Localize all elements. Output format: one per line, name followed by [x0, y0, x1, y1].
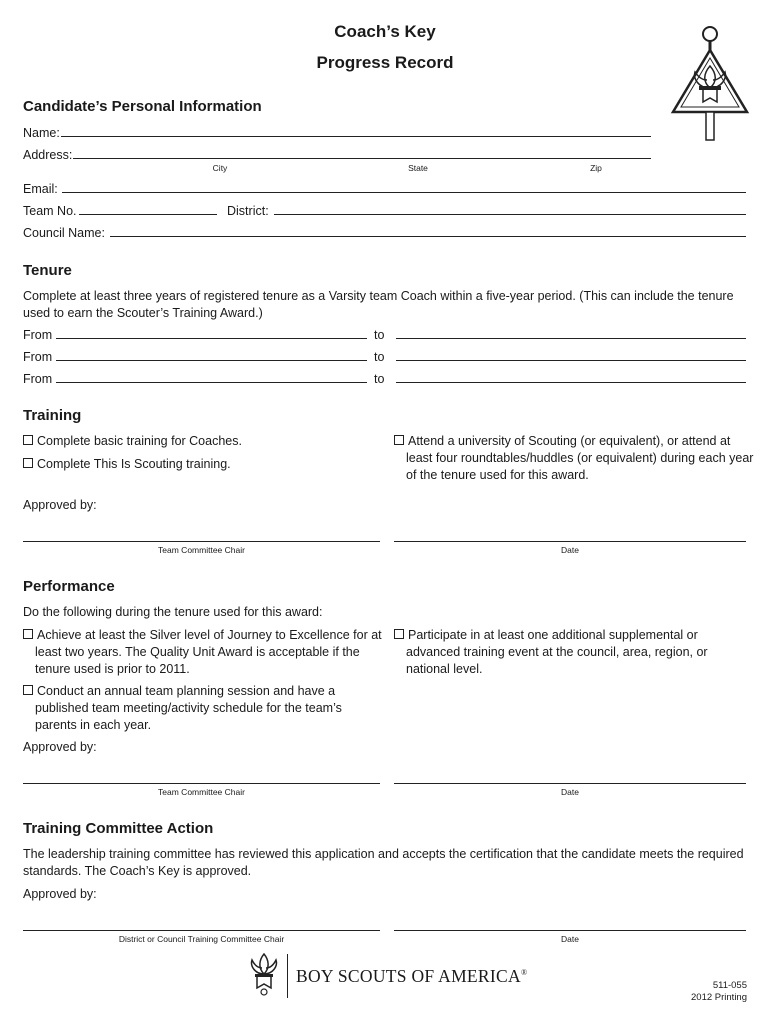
training-item[interactable]: Attend a university of Scouting (or equivalent), or attend at least four roundtables/huddles (or equivalent) during each year of the tenure used for this award. — [394, 433, 756, 484]
performance-item[interactable]: Achieve at least the Silver level of Journey to Excellence for at least two years. The Quality Unit Award is acceptable if the tenure used is prior to 2011. — [23, 627, 390, 678]
date-field[interactable] — [394, 541, 746, 542]
signature-field[interactable] — [23, 930, 380, 931]
checkbox-icon[interactable] — [23, 685, 33, 695]
address-label: Address: — [23, 148, 73, 162]
checkbox-icon[interactable] — [394, 435, 404, 445]
training-item[interactable]: Complete basic training for Coaches. — [23, 433, 385, 450]
signature-field[interactable] — [23, 541, 380, 542]
date-caption: Date — [561, 934, 579, 944]
to-label: to — [374, 372, 385, 386]
footer-divider — [287, 954, 288, 998]
state-caption: State — [408, 163, 428, 173]
date-caption: Date — [561, 787, 579, 797]
district-label: District: — [227, 204, 269, 218]
performance-item[interactable]: Participate in at least one additional supplemental or advanced training event at the council, area, region, or national level. — [394, 627, 731, 678]
signature-caption: District or Council Training Committee Chair — [118, 934, 285, 944]
to-field[interactable] — [396, 360, 746, 361]
tenure-text: Complete at least three years of registered tenure as a Varsity team Coach within a five-year period. (This can include the tenure used to earn the Scouter’s Training Award.) — [23, 289, 734, 320]
signature-caption: Team Committee Chair — [158, 787, 245, 797]
email-field[interactable] — [62, 192, 746, 193]
date-field[interactable] — [394, 783, 746, 784]
from-field[interactable] — [56, 382, 367, 383]
approved-label: Approved by: — [23, 887, 97, 901]
date-caption: Date — [561, 545, 579, 555]
team-field[interactable] — [79, 214, 217, 215]
date-field[interactable] — [394, 930, 746, 931]
form-number: 511-055 — [712, 980, 747, 991]
from-label: From — [23, 328, 53, 342]
from-field[interactable] — [56, 360, 367, 361]
from-field[interactable] — [56, 338, 367, 339]
district-field[interactable] — [274, 214, 746, 215]
coachs-key-emblem-icon — [665, 22, 755, 142]
team-label: Team No. — [23, 204, 77, 218]
from-label: From — [23, 350, 53, 364]
checkbox-icon[interactable] — [23, 629, 33, 639]
form-number-block — [691, 980, 747, 1004]
zip-caption: Zip — [590, 163, 602, 173]
to-field[interactable] — [396, 338, 746, 339]
city-caption: City — [212, 163, 228, 173]
checkbox-icon[interactable] — [23, 458, 33, 468]
performance-intro: Do the following during the tenure used for this award: — [23, 605, 323, 619]
committee-text: The leadership training committee has reviewed this application and accepts the certification that the candidate meets the required standards. The Coach’s Key is approved. — [23, 847, 744, 878]
checkbox-icon[interactable] — [394, 629, 404, 639]
council-label: Council Name: — [23, 226, 105, 240]
fleur-de-lis-icon — [246, 952, 282, 998]
page-subtitle: Progress Record — [316, 53, 454, 72]
checkbox-icon[interactable] — [23, 435, 33, 445]
performance-item[interactable]: Conduct an annual team planning session and have a published team meeting/activity schedule for the team’s parents in each year. — [23, 683, 380, 734]
to-field[interactable] — [396, 382, 746, 383]
signature-caption: Team Committee Chair — [158, 545, 245, 555]
approved-label: Approved by: — [23, 498, 97, 512]
organization-name: BOY SCOUTS OF AMERICA® — [296, 966, 528, 986]
signature-field[interactable] — [23, 783, 380, 784]
committee-heading: Training Committee Action — [23, 820, 214, 837]
personal-heading: Candidate’s Personal Information — [23, 98, 262, 115]
to-label: to — [374, 328, 385, 342]
name-label: Name: — [23, 126, 60, 140]
council-field[interactable] — [110, 236, 746, 237]
training-heading: Training — [23, 407, 82, 424]
address-field[interactable] — [73, 158, 651, 159]
email-label: Email: — [23, 182, 58, 196]
tenure-heading: Tenure — [23, 262, 72, 279]
name-field[interactable] — [61, 136, 651, 137]
page-title: Coach’s Key — [334, 22, 436, 41]
approved-label: Approved by: — [23, 740, 97, 754]
printing-year: 2012 Printing — [691, 992, 747, 1003]
from-label: From — [23, 372, 53, 386]
performance-heading: Performance — [23, 578, 115, 595]
training-item[interactable]: Complete This Is Scouting training. — [23, 456, 385, 473]
to-label: to — [374, 350, 385, 364]
